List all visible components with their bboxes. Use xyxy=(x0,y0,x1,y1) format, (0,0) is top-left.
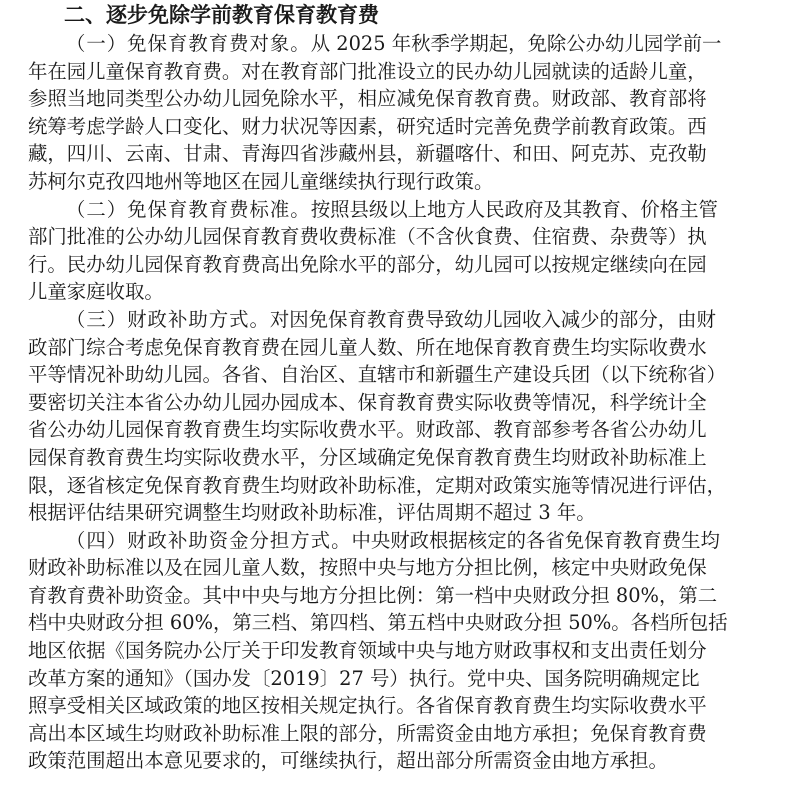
paragraph-line: 藏，四川、云南、甘肃、青海四省涉藏州县，新疆喀什、和田、阿克苏、克孜勒 xyxy=(28,142,707,166)
paragraph-title: （一）免保育教育费对象。 xyxy=(66,32,311,55)
paragraph-line: 行。民办幼儿园保育教育费高出免除水平的部分，幼儿园可以按规定继续向在园 xyxy=(28,252,707,276)
paragraph-4 xyxy=(28,527,780,775)
paragraph-title: （二）免保育教育费标准。 xyxy=(66,197,311,221)
paragraph-line xyxy=(28,30,780,58)
paragraph-line: 限，逐省核定免保育教育费生均财政补助标准，定期对政策实施等情况进行评估， xyxy=(28,473,727,497)
paragraph-line: 财政补助标准以及在园儿童人数，按照中央与地方分担比例，核定中央财政免保 xyxy=(28,556,707,580)
paragraph-line: 平等情况补助幼儿园。各省、自治区、直辖市和新疆生产建设兵团（以下统称省） xyxy=(28,363,727,387)
paragraph-2 xyxy=(28,196,780,306)
paragraph-line: 政策范围超出本意见要求的，可继续执行，超出部分所需资金由地方承担。 xyxy=(28,749,668,773)
paragraph-line: 统筹考虑学龄人口变化、财力状况等因素，研究适时完善免费学前教育政策。西 xyxy=(28,114,707,138)
paragraph-text: 按照县级以上地方人民政府及其教育、价格主管 xyxy=(310,197,718,221)
paragraph-line: 年在园儿童保育教育费。对在教育部门批准设立的民办幼儿园就读的适龄儿童， xyxy=(28,59,707,83)
paragraph-line: 参照当地同类型公办幼儿园免除水平，相应减免保育教育费。财政部、教育部将 xyxy=(28,87,707,111)
paragraph-line: 部门批准的公办幼儿园保育教育费收费标准（不含伙食费、住宿费、杂费等）执 xyxy=(28,225,707,249)
paragraph-line: 儿童家庭收取。 xyxy=(28,280,164,304)
paragraph-line: 改革方案的通知》（国办发〔2019〕27 号）执行。党中央、国务院明确规定比 xyxy=(28,666,700,690)
paragraph-line xyxy=(28,306,780,334)
paragraph-line: 根据评估结果研究调整生均财政补助标准，评估周期不超过 3 年。 xyxy=(28,501,596,525)
paragraph-line: 地区依据《国务院办公厅关于印发教育领域中央与地方财政事权和支出责任划分 xyxy=(28,639,707,663)
paragraph-line xyxy=(28,196,780,224)
paragraph-line: 高出本区域生均财政补助标准上限的部分，所需资金由地方承担；免保育教育费 xyxy=(28,721,707,745)
paragraph-line: 省公办幼儿园保育教育费生均实际收费水平。财政部、教育部参考各省公办幼儿 xyxy=(28,418,707,442)
paragraph-line: 苏柯尔克孜四地州等地区在园儿童继续执行现行政策。 xyxy=(28,169,494,193)
paragraph-text: 对因免保育教育费导致幼儿园收入减少的部分，由财 xyxy=(269,307,716,331)
section-heading: 二、逐步免除学前教育保育教育费 xyxy=(64,3,379,27)
paragraph-text: 从 2025 年秋季学期起，免除公办幼儿园学前一 xyxy=(310,32,722,55)
paragraph-line: 照享受相关区域政策的地区按相关规定执行。各省保育教育费生均实际收费水平 xyxy=(28,694,707,718)
paragraph-text: 中央财政根据核定的各省免保育教育费生均 xyxy=(351,528,720,552)
document-page xyxy=(28,0,780,775)
paragraph-line: 园保育教育费生均实际收费水平，分区域确定免保育教育费生均财政补助标准上 xyxy=(28,445,707,469)
paragraph-line xyxy=(28,527,780,555)
paragraph-line: 政部门综合考虑免保育教育费在园儿童人数、所在地保育教育费生均实际收费水 xyxy=(28,335,707,359)
paragraph-line: 要密切关注本省公办幼儿园办园成本、保育教育费实际收费等情况，科学统计全 xyxy=(28,390,707,414)
paragraph-3 xyxy=(28,306,780,527)
paragraph-line: 育教育费补助资金。其中中央与地方分担比例：第一档中央财政分担 80%，第二 xyxy=(28,583,718,607)
paragraph-1 xyxy=(28,30,780,196)
paragraph-title: （三）财政补助方式。 xyxy=(66,307,270,331)
paragraph-title: （四）财政补助资金分担方式。 xyxy=(66,528,352,552)
paragraph-line: 档中央财政分担 60%，第三档、第四档、第五档中央财政分担 50%。各档所包括 xyxy=(28,611,728,635)
